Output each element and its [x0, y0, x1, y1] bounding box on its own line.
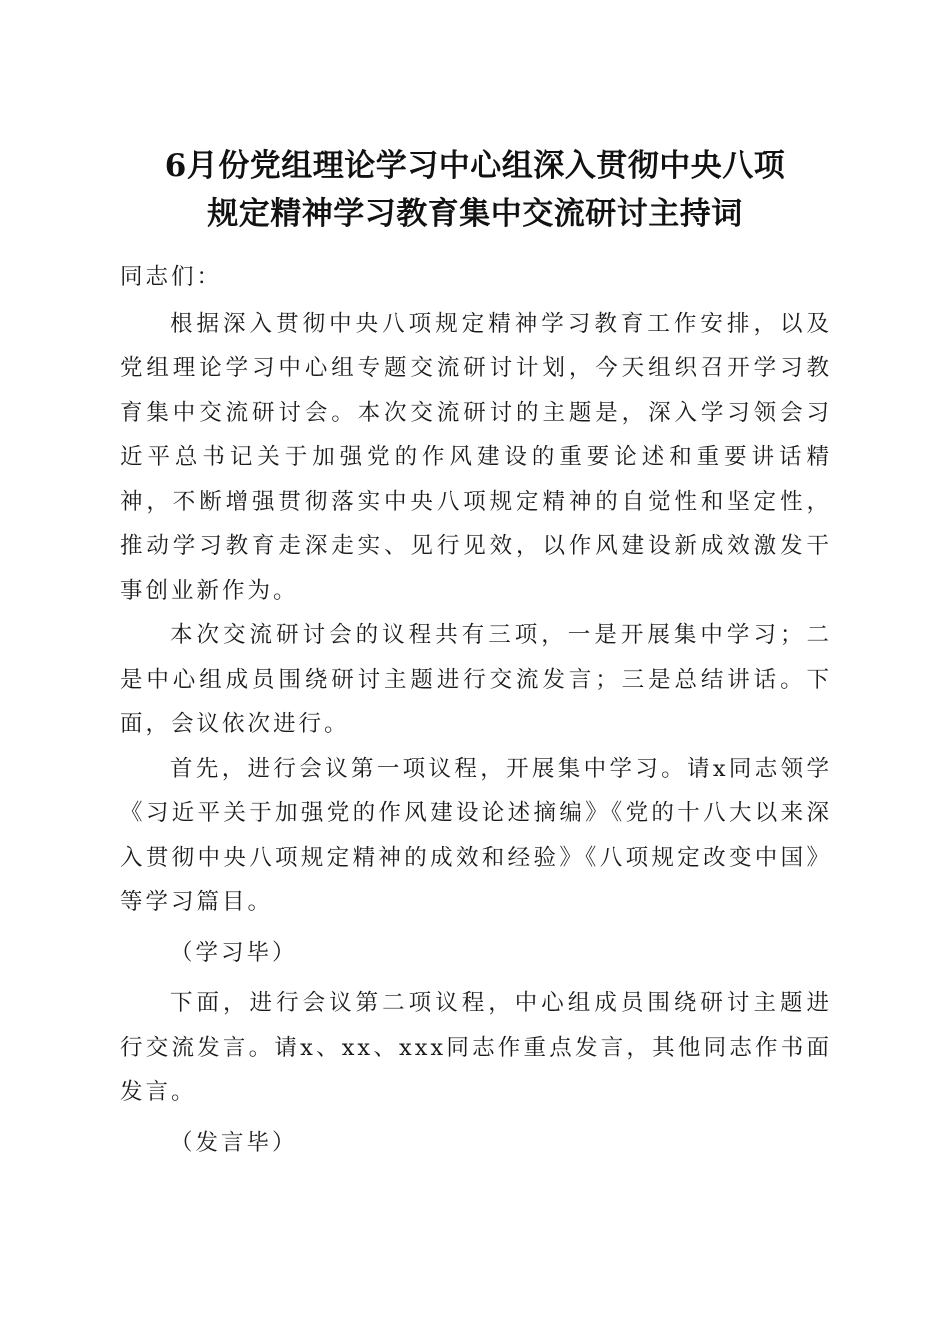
- paragraph-first-item: 首先，进行会议第一项议程，开展集中学习。请x同志领学《习近平关于加强党的作风建设论述摘编》《党的十八大以来深入贯彻中央八项规定精神的成效和经验》《八项规定改变中国》等学习篇目。: [120, 755, 832, 915]
- paragraph-second-item: 下面，进行会议第二项议程，中心组成员围绕研讨主题进行交流发言。请x、xx、xxx同志作重点发言，其他同志作书面发言。: [120, 990, 832, 1105]
- document-body: [120, 255, 832, 1171]
- document-title-line-1: 6月份党组理论学习中心组深入贯彻中央八项: [164, 148, 786, 184]
- paragraph-intro: 根据深入贯彻中央八项规定精神学习教育工作安排，以及党组理论学习中心组专题交流研讨计划，今天组织召开学习教育集中交流研讨会。本次交流研讨的主题是，深入学习领会习近平总书记关于加强党的作风建设的重要论述和重要讲话精神，不断增强贯彻落实中央八项规定精神的自觉性和坚定性，推动学习教育走深走实、见行见效，以作风建设新成效激发干事创业新作为。: [120, 310, 832, 604]
- paragraph-agenda: 本次交流研讨会的议程共有三项，一是开展集中学习；二是中心组成员围绕研讨主题进行交流发言；三是总结讲话。下面，会议依次进行。: [120, 622, 832, 737]
- document-title-line-2: 规定精神学习教育集中交流研讨主持词: [207, 196, 743, 232]
- stage-note-speech-finished: （发言毕）: [170, 1129, 298, 1156]
- salutation: 同志们：: [120, 264, 223, 290]
- stage-note-study-finished: （学习毕）: [170, 939, 298, 966]
